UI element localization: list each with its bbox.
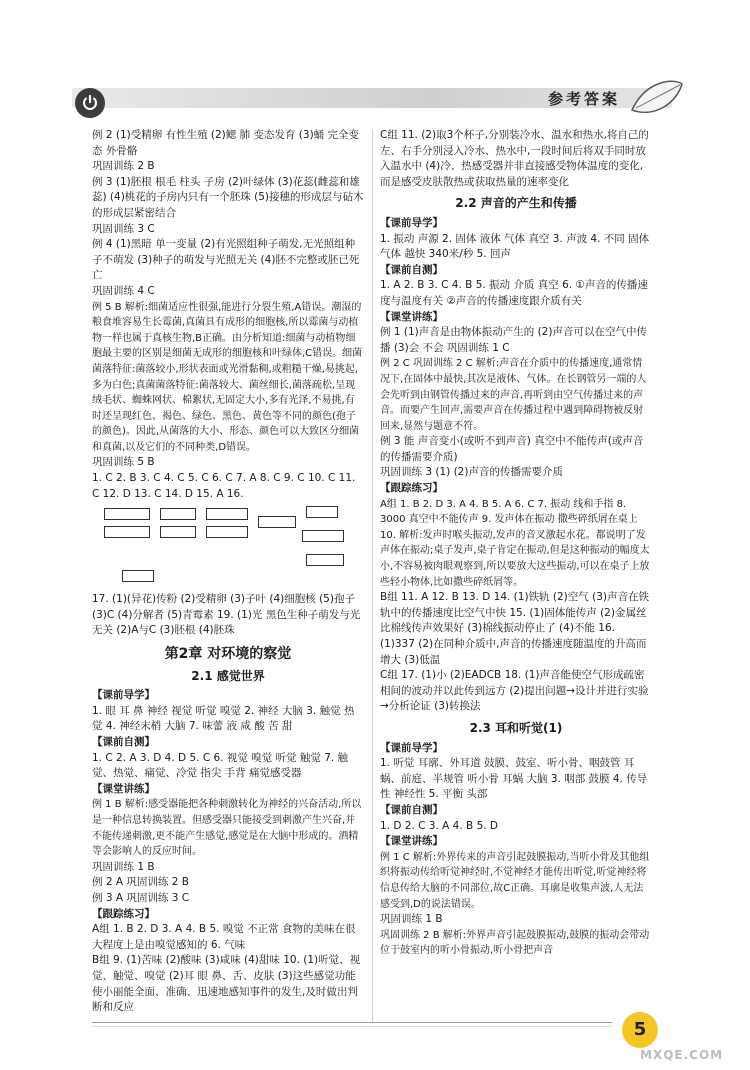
diagram-box [160, 526, 196, 538]
flow-diagram [92, 504, 364, 590]
diagram-box [206, 508, 248, 520]
text-line: 巩固训练 3 C [92, 222, 155, 235]
text-line: C组 17. (1)小 (2)EADCB 18. (1)声音能使空气形成疏密相间的波动并以此传到远方 (2)提出问题→设计并进行实验→分析论证 (3)转换法 [380, 669, 649, 713]
diagram-box [302, 530, 344, 542]
text-line: A组 1. B 2. D 3. A 4. B 5. 嗅觉 不正常 食物的美味在很大程度上是由嗅觉感知的 6. 气味 [92, 923, 356, 951]
subheading: 【课堂讲练】 [380, 310, 443, 323]
right-column [380, 128, 652, 959]
text-line: 1. C 2. A 3. D 4. D 5. C 6. 视觉 嗅觉 听觉 触觉 7. 触觉、热觉、痛觉、冷觉 指尖 手背 痛觉感受器 [92, 751, 349, 780]
page-number: 5 [622, 1012, 658, 1048]
text-line: A组 1. B 2. D 3. A 4. B 5. A 6. C 7. 振动 线和手指 8. 3000 真空中不能传声 9. 发声体在振动 撒些碎纸屑在桌上 10. 解析:发声时喉头振动,发声的音叉激起水花。都说明了发声体在振动;桌子发声,桌子肯定在振动,但是这种振动的幅度太小,不容易被肉眼观察到,所以要放大这些振动,可以在桌子上放些轻小物体,比如撒些碎纸屑等。 [380, 498, 650, 588]
text-line: 例 1 C 解析:外界传来的声音引起鼓膜振动,当听小骨及其他组织将振动传给听觉神经时,不觉神经才能传出听觉,听觉神经将信息传给大脑的不同部位,故C正确。耳廓是收集声波,人无法感受到,D的说法错误。 [380, 851, 650, 910]
text-line: B组 9. (1)苦味 (2)酸味 (3)咸味 (4)甜味 10. (1)听觉、视觉、触觉、嗅觉 (2)耳 眼 鼻、舌、皮肤 (3)这些感觉功能使小丽能全面、准确、迅速地感知事件的发生,及时做出判断和反应 [92, 954, 361, 1014]
watermark: MXQE.COM [640, 1048, 724, 1062]
subheading: 【跟踪练习】 [92, 907, 155, 920]
text-line: 1. D 2. C 3. A 4. B 5. D [380, 819, 499, 832]
text-line: 例 3 能 声音变小(或听不到声音) 真空中不能传声(或声音的传播需要介质) [380, 435, 644, 463]
subheading: 【课前导学】 [92, 689, 155, 702]
text-line: 例 5 B 解析:细菌适应性很强,能进行分裂生殖,A错误。潮湿的粮食堆容易生长霉菌,真菌具有成形的细胞核,所以霉菌与动植物一样也属于真核生物,B正确。由分析知道:细菌与动植物细胞最主要的区别是细菌无成形的细胞核和叶绿体,C错误。细菌菌落特征:菌落较小,形状表面或光滑黏稠,或粗糙干燥,易挑起,多为白色;真菌菌落特征:菌落较大、菌丝细长,菌落疏松,呈现绒毛状、蜘蛛网状、棉絮状,无固定大小,多有光泽,不易挑,有时还呈现红色、褐色、绿色、黑色、黄色等不同的颜色(孢子的颜色)。因此,从菌落的大小、形态、颜色可以大致区分细菌和真菌,以及它们的不同种类,D错误。 [92, 301, 363, 453]
left-column [92, 128, 364, 1016]
text-line: 例 3 (1)胚根 根毛 柱头 子房 (2)叶绿体 (3)花蕊(雌蕊和雄蕊) (4)桃花的子房内只有一个胚珠 (5)接穗的形成层与砧木的形成层紧密结合 [92, 175, 364, 219]
header-title: 参考答案 [548, 90, 621, 108]
text-line: 例 1 B 解析:感受器能把各种刺激转化为神经的兴奋活动,所以是一种信息转换装置。但感受器只能接受到刺激产生兴奋,并不能传递刺激,更不能产生感觉,感觉是在大脑中形成的。酒精等会影响人的反应时间。 [92, 799, 362, 858]
text-line: 1. C 2. B 3. C 4. C 5. C 6. C 7. A 8. C 9. C 10. C 11. C 12. D 13. C 14. D 15. A 16. [92, 472, 356, 500]
footer-rule [92, 1022, 612, 1023]
text-line: 例 1 (1)声音是由物体振动产生的 (2)声音可以在空气中传播 (3)会 不会 巩固训练 1 C [380, 326, 647, 354]
subheading: 【课堂讲练】 [380, 835, 443, 848]
subheading: 【课前自测】 [380, 803, 443, 816]
text-line: 例 4 (1)黑暗 单一变量 (2)有光照组种子萌发,无光照组种子不萌发 (3)种子的萌发与光照无关 (4)胚不完整或胚已死亡 [92, 238, 360, 282]
diagram-box [206, 526, 248, 538]
text-line: B组 11. A 12. B 13. D 14. (1)铁轨 (2)空气 (3)声音在铁轨中的传播速度比空气中快 15. (1)固体能传声 (2)金属丝比棉线传声效果好 (3)棉线振动停止了 (4)不能 16. (1)337 (2)在同种介质中,声音的传播速度随温度的升高而增大 (3)低温 [380, 591, 649, 666]
leaf-icon [626, 74, 686, 124]
chapter-title: 第2章 对环境的察觉 [164, 646, 292, 663]
section-title: 2.3 耳和听觉(1) [469, 720, 563, 735]
text-line: 巩固训练 2 B [92, 160, 155, 173]
text-line: 例 2 (1)受精卵 有性生殖 (2)鳃 肺 变态发育 (3)蛹 完全变态 外骨骼 [92, 129, 360, 157]
section-title: 2.2 声音的产生和传播 [455, 196, 577, 211]
subheading: 【课前自测】 [380, 263, 443, 276]
text-line: 巩固训练 2 B 解析:外界声音引起鼓膜振动,鼓膜的振动会带动位于鼓室内的听小骨振动,听小骨把声音 [380, 929, 650, 957]
column-divider [372, 130, 373, 1022]
text-line: 巩固训练 1 B [92, 860, 155, 873]
text-line: 1. A 2. B 3. C 4. B 5. 振动 介质 真空 6. ①声音的传播速度与温度有关 ②声音的传播速度跟介质有关 [380, 279, 648, 307]
text-line: C组 11. (2)取3个杯子,分别装冷水、温水和热水,将自己的左、右手分别浸入冷水、热水中,一段时间后将双手同时放入温水中 (4)冷、热感受器并非直接感受物体温度的变化,而是感受皮肤散热或获取热量的速率变化 [380, 129, 649, 188]
subheading: 【课前自测】 [92, 736, 155, 748]
text-line: 1. 听觉 耳廓、外耳道 鼓膜、鼓室、听小骨、咽鼓管 耳蜗、前庭、半规管 听小骨 耳蜗 大脑 3. 咽部 鼓膜 4. 传导性 神经性 5. 平衡 头部 [380, 757, 648, 801]
diagram-box [306, 506, 338, 518]
footer-box [92, 1026, 612, 1055]
text-line: 1. 振动 声源 2. 固体 液体 气体 真空 3. 声波 4. 不同 固体 气体 越快 340米/秒 5. 回声 [380, 232, 650, 261]
text-line: 例 2 A 巩固训练 2 B [92, 876, 189, 889]
text-line: 巩固训练 1 B [380, 913, 443, 926]
diagram-box [258, 516, 296, 528]
text-line: 巩固训练 5 B [92, 456, 155, 469]
diagram-box [104, 508, 150, 520]
text-line: 例 2 C 巩固训练 2 C 解析:声音在介质中的传播速度,通常情况下,在固体中最快,其次是液体、气体。在长钢管另一端的人会先听到由钢管传播过来的声音,再听到由空气传播过来的声音。而要产生回声,需要声音在传播过程中遇到障碍物被反射回来,显然与题意不符。 [380, 358, 647, 432]
text-line: 巩固训练 4 C [92, 284, 155, 297]
text-line: 巩固训练 3 (1) (2)声音的传播需要介质 [380, 466, 563, 479]
subheading: 【跟踪练习】 [380, 482, 443, 495]
subheading: 【课前导学】 [380, 216, 443, 229]
text-line: 17. (1)(异花)传粉 (2)受精卵 (3)子叶 (4)细胞核 (5)孢子 (3)C (4)分解者 (5)青霉素 19. (1)光 黑色生种子萌发与光无关 (2)A与C (3)胚根 (4)胚珠 [92, 593, 361, 637]
power-icon [75, 88, 105, 118]
diagram-box [160, 508, 196, 520]
text-line: 1. 眼 耳 鼻 神经 视觉 听觉 嗅觉 2. 神经 大脑 3. 触觉 热觉 4. 神经末梢 大脑 7. 味蕾 液 咸 酸 苦 甜 [92, 704, 355, 733]
subheading: 【课前导学】 [380, 741, 443, 754]
diagram-box [104, 526, 150, 538]
page-header [0, 0, 750, 130]
diagram-box [306, 554, 344, 566]
text-line: 例 3 A 巩固训练 3 C [92, 891, 190, 904]
subheading: 【课堂讲练】 [92, 782, 155, 795]
diagram-box [122, 570, 154, 582]
section-title: 2.1 感觉世界 [191, 668, 265, 683]
